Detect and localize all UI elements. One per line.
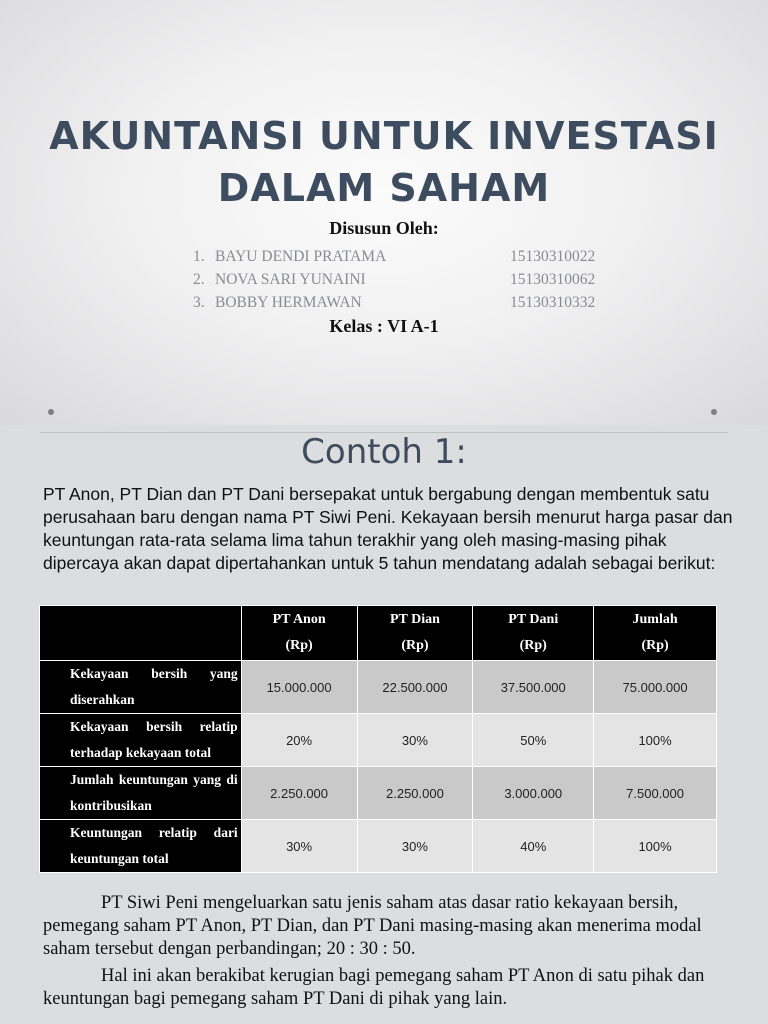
table-row	[40, 661, 717, 714]
table-row	[40, 820, 717, 873]
table-cell: 30%	[357, 714, 473, 767]
table-cell: 20%	[241, 714, 357, 767]
table-header-cell	[594, 606, 717, 661]
table-cell: 50%	[473, 714, 594, 767]
class-label: Kelas : VI A-1	[329, 316, 439, 336]
table-cell: 75.000.000	[594, 661, 717, 714]
table-cell: 30%	[241, 820, 357, 873]
table-row	[40, 767, 717, 820]
table-cell: 22.500.000	[357, 661, 473, 714]
body-paragraph: Hal ini akan berakibat kerugian bagi pemegang saham PT Anon di satu pihak dan keuntungan bagi pemegang saham PT Dani di pihak yang lain.	[43, 966, 705, 1009]
author-name: NOVA SARI YUNAINI	[215, 270, 366, 288]
table-cell: 30%	[357, 820, 473, 873]
table-cell: 15.000.000	[241, 661, 357, 714]
slide-title-line2: DALAM SAHAM	[217, 166, 551, 210]
row-label: Kekayaan bersih relatip terhadap kekayaan total	[40, 714, 242, 767]
slide-title	[0, 110, 768, 214]
table-corner-cell	[40, 606, 242, 661]
author-id: 15130310332	[510, 293, 596, 311]
table-row	[40, 714, 717, 767]
intro-paragraph: PT Anon, PT Dian dan PT Dani bersepakat untuk bergabung dengan membentuk satu perusahaan baru dengan nama PT Siwi Peni. Kekayaan bersih menurut harga pasar dan keuntungan rata-rata selama lima tahun terakhir yang oleh masing-masing pihak dipercaya akan dapat dipertahankan untuk 5 tahun mendatang adalah sebagai berikut:	[43, 484, 733, 573]
row-label: Kekayaan bersih yang diserahkan	[40, 661, 242, 714]
header-line2: (Rp)	[641, 638, 669, 653]
table-header-cell	[241, 606, 357, 661]
bullet-dot-icon	[48, 409, 54, 415]
data-table	[39, 605, 717, 873]
header-line1: PT Dian	[389, 612, 440, 627]
header-line1: Jumlah	[632, 612, 678, 627]
author-row	[193, 245, 613, 268]
row-label: Keuntungan relatip dari keuntungan total	[40, 820, 242, 873]
table-cell: 2.250.000	[241, 767, 357, 820]
author-list	[193, 245, 613, 314]
authored-by-label: Disusun Oleh:	[329, 218, 439, 238]
row-label: Jumlah keuntungan yang di kontribusikan	[40, 767, 242, 820]
author-row	[193, 268, 613, 291]
header-line1: PT Anon	[272, 612, 326, 627]
author-id: 15130310022	[510, 247, 596, 265]
author-id: 15130310062	[510, 270, 596, 288]
header-line2: (Rp)	[285, 638, 313, 653]
author-number: 1.	[193, 247, 205, 265]
table-cell: 100%	[594, 820, 717, 873]
table-cell: 37.500.000	[473, 661, 594, 714]
slide-title-line1: AKUNTANSI UNTUK INVESTASI	[49, 114, 719, 158]
author-row	[193, 291, 613, 314]
header-line2: (Rp)	[401, 638, 429, 653]
table-header-cell	[473, 606, 594, 661]
header-line2: (Rp)	[519, 638, 547, 653]
table-cell: 3.000.000	[473, 767, 594, 820]
page-heading: Contoh 1:	[301, 432, 467, 472]
title-slide	[0, 0, 768, 425]
author-name: BAYU DENDI PRATAMA	[215, 247, 387, 265]
author-name: BOBBY HERMAWAN	[215, 293, 362, 311]
table-cell: 40%	[473, 820, 594, 873]
author-number: 3.	[193, 293, 205, 311]
table-cell: 100%	[594, 714, 717, 767]
table-cell: 2.250.000	[357, 767, 473, 820]
table-header-row	[40, 606, 717, 661]
table-header-cell	[357, 606, 473, 661]
bullet-dot-icon	[711, 409, 717, 415]
table-cell: 7.500.000	[594, 767, 717, 820]
header-line1: PT Dani	[508, 612, 559, 627]
body-paragraph: PT Siwi Peni mengeluarkan satu jenis saham atas dasar ratio kekayaan bersih, pemegang saham PT Anon, PT Dian, dan PT Dani masing-masing akan menerima modal saham tersebut dengan perbandingan; 20 : 30 : 50.	[43, 893, 702, 959]
author-number: 2.	[193, 270, 205, 288]
